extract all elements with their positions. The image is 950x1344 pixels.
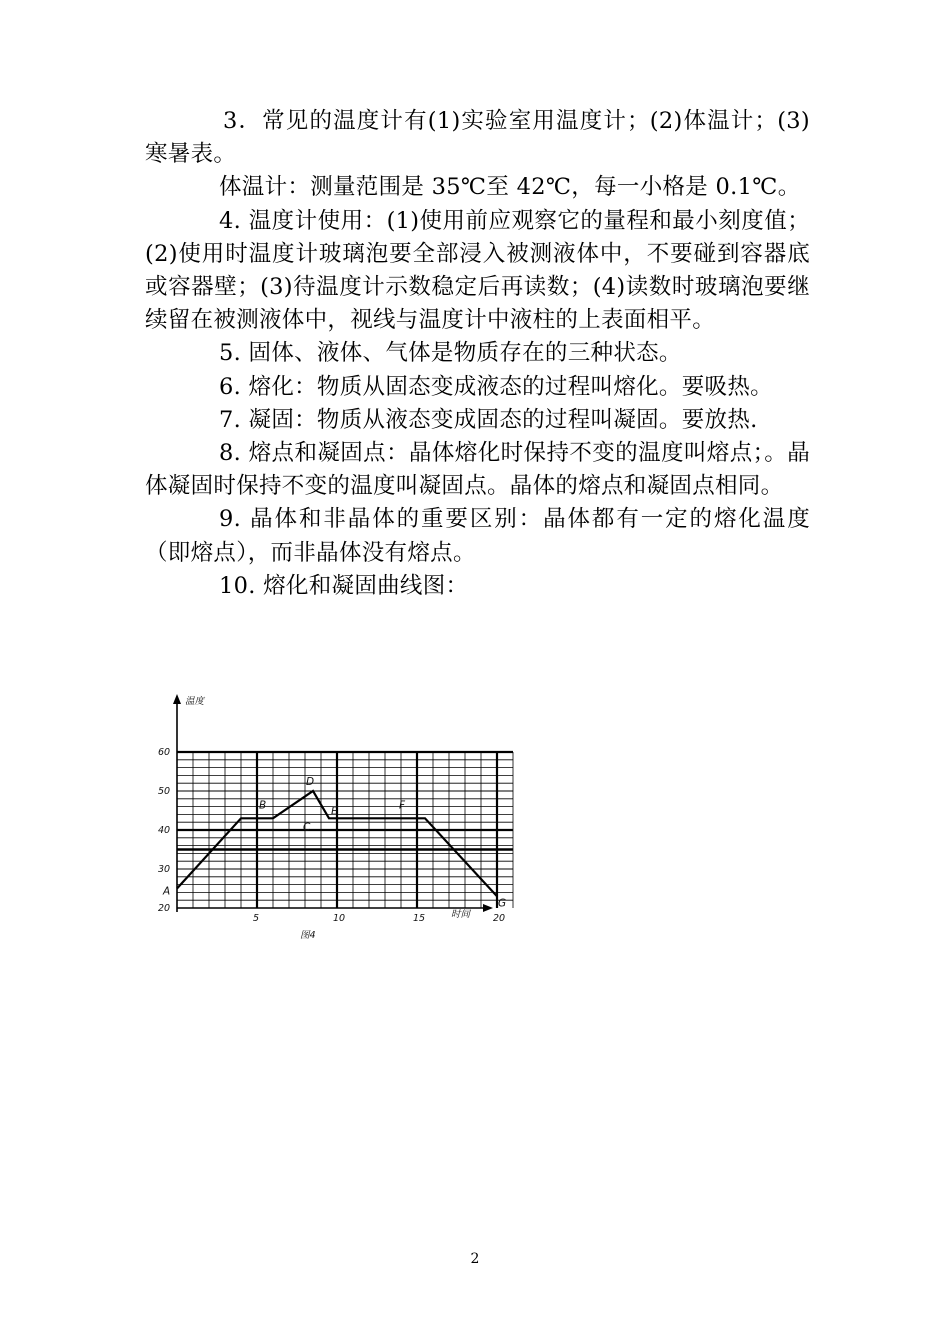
paragraph-thermometer-types: 3．常见的温度计有(1)实验室用温度计；(2)体温计；(3)寒暑表。 <box>145 108 810 168</box>
point-label-f: F <box>399 799 406 812</box>
point-label-a: A <box>163 885 171 898</box>
paragraph-melting: 6. 熔化：物质从固态变成液态的过程叫熔化。要吸热。 <box>219 373 773 400</box>
paragraph-clinical-thermometer: 体温计：测量范围是 35℃至 42℃，每一小格是 0.1℃。 <box>219 174 801 201</box>
x-tick-label: 15 <box>413 913 426 924</box>
point-label-e: E <box>331 805 338 818</box>
paragraph-thermometer-usage: 4. 温度计使用：(1)使用前应观察它的量程和最小刻度值；(2)使用时温度计玻璃泡要全部浸入被测液体中，不要碰到容器底或容器壁；(3)待温度计示数稳定后再读数；(4)读数时玻璃泡要继续留在被测液体中，视线与温度计中液柱的上表面相平。 <box>145 207 810 334</box>
x-axis-label: 时间 <box>451 909 471 920</box>
x-tick-label: 5 <box>253 913 260 924</box>
chart-grid <box>177 752 513 908</box>
page-number: 2 <box>470 1251 480 1267</box>
paragraph-crystal-difference: 9. 晶体和非晶体的重要区别：晶体都有一定的熔化温度（即熔点），而非晶体没有熔点。 <box>145 506 810 566</box>
paragraph-states-of-matter: 5. 固体、液体、气体是物质存在的三种状态。 <box>219 340 682 367</box>
paragraph-melting-point: 8. 熔点和凝固点：晶体熔化时保持不变的温度叫熔点；。晶体凝固时保持不变的温度叫凝固点。晶体的熔点和凝固点相同。 <box>145 440 810 500</box>
x-tick-label: 10 <box>333 913 346 924</box>
y-axis-arrow-icon <box>173 694 181 704</box>
chart-tick-labels <box>158 747 505 924</box>
point-label-b: B <box>259 799 267 812</box>
paragraph-curve-heading: 10. 熔化和凝固曲线图： <box>219 572 469 599</box>
y-tick-label: 50 <box>158 786 171 797</box>
y-axis-label: 温度 <box>185 696 205 707</box>
y-tick-label: 30 <box>158 864 171 875</box>
y-tick-label: 60 <box>158 747 171 758</box>
melting-curve-figure <box>145 680 505 950</box>
figure-caption: 图4 <box>300 930 316 941</box>
melting-curve-chart <box>145 680 505 950</box>
x-axis-arrow-icon <box>483 904 493 912</box>
paragraph-solidification: 7. 凝固：物质从液态变成固态的过程叫凝固。要放热. <box>219 406 758 433</box>
y-tick-label: 40 <box>158 825 171 836</box>
point-label-c: C <box>303 821 311 834</box>
point-label-d: D <box>306 776 315 788</box>
body-text <box>145 105 810 603</box>
point-label-g: G <box>498 897 507 910</box>
chart-point-labels <box>162 776 506 909</box>
x-tick-label: 20 <box>493 913 506 924</box>
y-tick-label: 20 <box>158 903 171 914</box>
